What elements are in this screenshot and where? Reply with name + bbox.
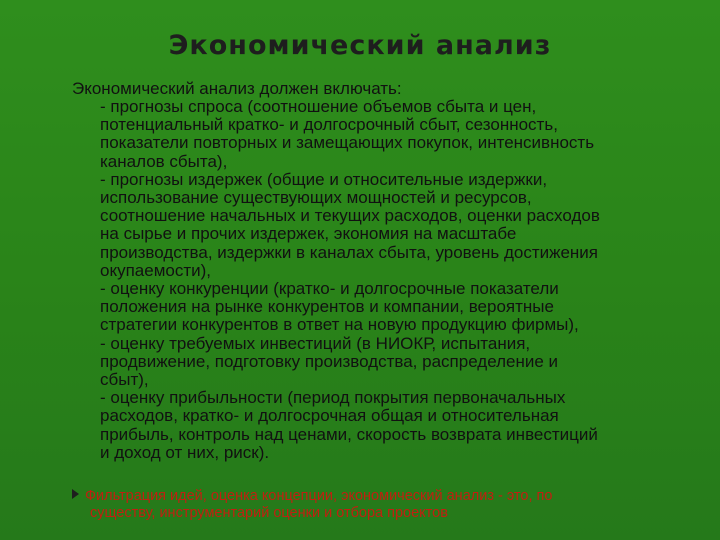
body-text: - прогнозы спроса (соотношение объемов сбыта и цен, потенциальный кратко- и долгосрочный сбыт, сезонность, показатели повторных и замещающих покупок, интенсивность каналов сбыта), - прогнозы издержек (общие и относительные издержки, использование существующих мощностей и ресурсов, соотношение начальных и текущих расходов, оценки расходов на сырье и прочих издержек, экономия на масштабе производства, издержки в каналах сбыта, уровень достижения окупаемости), - оценку конкуренции (кратко- и долгосрочные показатели положения на рынке конкурентов и компании, вероятные стратегии конкурентов в ответ на новую продукцию фирмы), - оценку требуемых инвестиций (в НИОКР, испытания, продвижение, подготовку производства, распределение и сбыт), - оценку прибыльности (период покрытия первоначальных расходов, кратко- и долгосрочная общая и относительная прибыль, контроль над ценами, скорость возврата инвестиций и доход от них, риск). [100, 97, 600, 462]
footnote [72, 488, 692, 522]
footnote-line-2: существу, инструментарий оценки и отбора проектов [90, 505, 448, 521]
footnote-line-1: Фильтрация идей, оценка концепции, экономический анализ - это, по [85, 488, 553, 504]
bullet-arrow-icon [72, 489, 79, 499]
slide-title: Экономический анализ [168, 30, 552, 61]
intro-text: Экономический анализ должен включать: [72, 79, 402, 98]
